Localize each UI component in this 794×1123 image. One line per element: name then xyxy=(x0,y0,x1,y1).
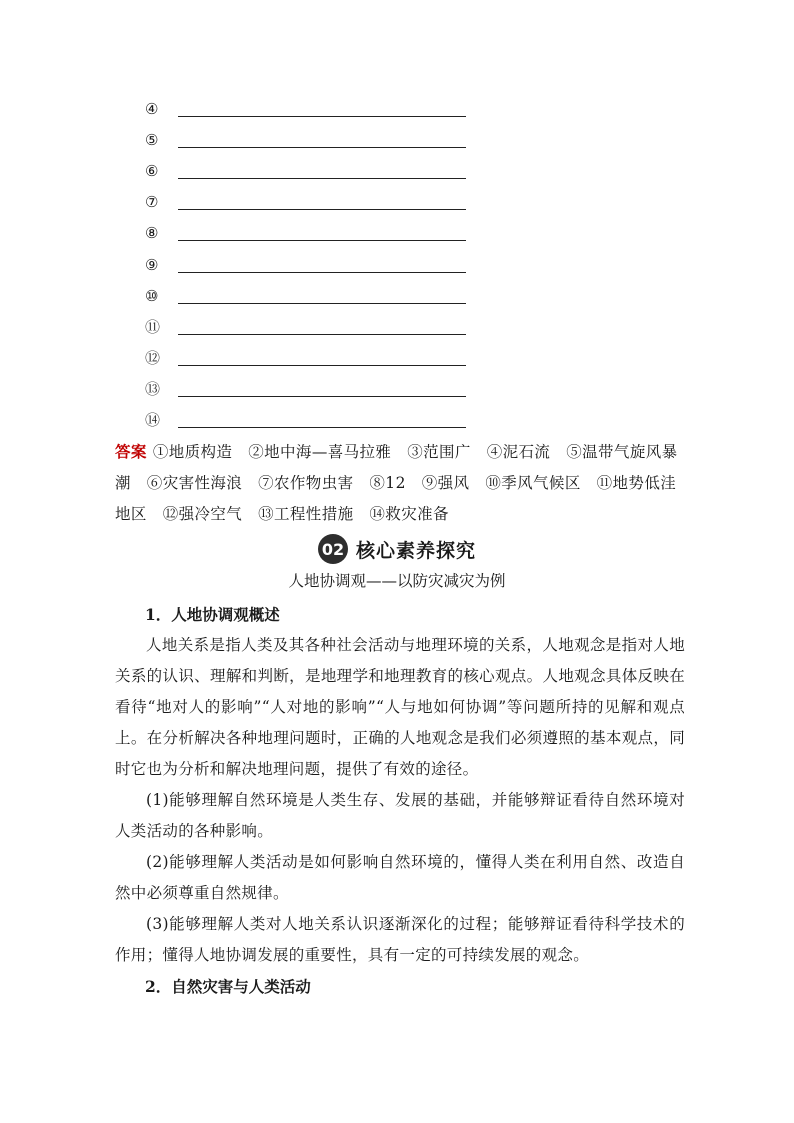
blank-number: ⑪ xyxy=(145,318,161,336)
blank-line[interactable] xyxy=(178,396,466,397)
blank-line[interactable] xyxy=(178,427,466,428)
paragraph-2: (1)能够理解自然环境是人类生存、发展的基础，并能够辩证看待自然环境对人类活动的各种影响。 xyxy=(115,791,685,840)
blank-line[interactable] xyxy=(178,303,466,304)
blank-number: ⑬ xyxy=(145,380,161,398)
section-title: 核心素养探究 xyxy=(355,539,476,562)
blank-line[interactable] xyxy=(178,334,466,335)
blank-number: ⑩ xyxy=(145,287,159,305)
heading-2: 2．自然灾害与人类活动 xyxy=(145,977,311,996)
blank-row[interactable] xyxy=(145,285,475,309)
heading-1: 1．人地协调观概述 xyxy=(145,605,280,624)
blank-number: ⑨ xyxy=(145,256,159,274)
blank-row[interactable] xyxy=(145,378,475,402)
section-subtitle: 人地协调观——以防灾减灾为例 xyxy=(288,572,506,590)
blank-number: ④ xyxy=(145,100,159,118)
paragraph-4: (3)能够理解人类对人地关系认识逐渐深化的过程；能够辩证看待科学技术的作用；懂得人地协调发展的重要性，具有一定的可持续发展的观念。 xyxy=(115,915,685,964)
blank-number: ⑥ xyxy=(145,162,159,180)
blank-line[interactable] xyxy=(178,116,466,117)
blank-line[interactable] xyxy=(178,147,466,148)
blank-number: ⑧ xyxy=(145,224,159,242)
answer-text: ①地质构造 ②地中海—喜马拉雅 ③范围广 ④泥石流 ⑤温带气旋风暴潮 ⑥灾害性海浪 ⑦农作物虫害 ⑧12 ⑨强风 ⑩季风气候区 ⑪地势低洼地区 ⑫强冷空气 ⑬工程性措施 ⑭救灾准备 xyxy=(115,443,678,523)
answer-block xyxy=(115,436,687,530)
blank-line[interactable] xyxy=(178,365,466,366)
blank-number: ⑤ xyxy=(145,131,159,149)
blank-row[interactable] xyxy=(145,409,475,433)
blank-row[interactable] xyxy=(145,254,475,278)
section-number-badge: 02 xyxy=(318,534,348,564)
blank-row[interactable] xyxy=(145,222,475,246)
blank-row[interactable] xyxy=(145,347,475,371)
blank-number: ⑦ xyxy=(145,193,159,211)
section-header xyxy=(0,533,794,565)
blank-line[interactable] xyxy=(178,272,466,273)
blank-line[interactable] xyxy=(178,209,466,210)
blank-line[interactable] xyxy=(178,178,466,179)
answer-label: 答案 xyxy=(115,442,147,461)
blank-row[interactable] xyxy=(145,160,475,184)
blank-line[interactable] xyxy=(178,240,466,241)
blank-number: ⑫ xyxy=(145,349,161,367)
blank-row[interactable] xyxy=(145,129,475,153)
blank-row[interactable] xyxy=(145,98,475,122)
paragraph-1: 人地关系是指人类及其各种社会活动与地理环境的关系，人地观念是指对人地关系的认识、理解和判断，是地理学和地理教育的核心观点。人地观念具体反映在看待“地对人的影响”“人对地的影响”“人与地如何协调”等问题所持的见解和观点上。在分析解决各种地理问题时，正确的人地观念是我们必须遵照的基本观点，同时它也为分析和解决地理问题，提供了有效的途径。 xyxy=(115,636,685,778)
blank-row[interactable] xyxy=(145,191,475,215)
blank-number: ⑭ xyxy=(145,411,161,429)
paragraph-3: (2)能够理解人类活动是如何影响自然环境的，懂得人类在利用自然、改造自然中必须尊重自然规律。 xyxy=(115,853,685,902)
blank-row[interactable] xyxy=(145,316,475,340)
